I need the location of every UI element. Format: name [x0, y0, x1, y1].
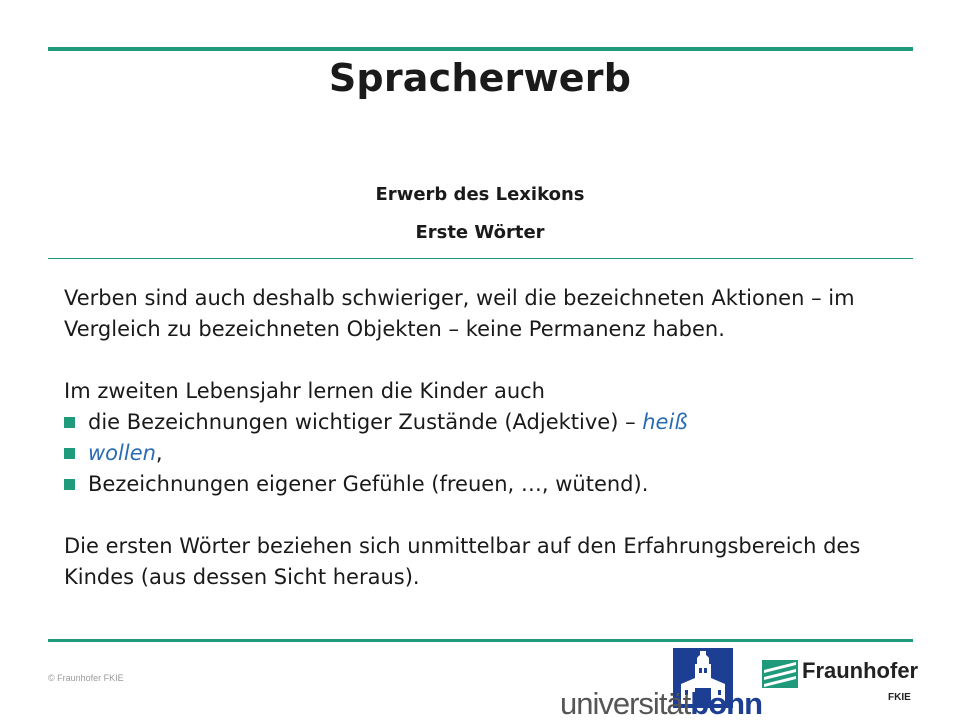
fraunhofer-mark-icon [762, 660, 798, 688]
bullet-text: Bezeichnungen eigener Gefühle (freuen, …, wütend). [88, 472, 649, 496]
university-bonn-logo [560, 648, 763, 721]
paragraph-second-year-intro: Im zweiten Lebensjahr lernen die Kinder auch [64, 379, 545, 403]
square-bullet-icon [64, 417, 75, 428]
university-wordmark [560, 686, 762, 722]
slide-title: Spracherwerb [328, 56, 632, 100]
bullet-item [64, 469, 894, 500]
wordmark-universitaet: universität [560, 686, 691, 721]
wordmark-bonn: bonn [690, 686, 763, 721]
bottom-divider [48, 639, 913, 642]
slide-subtitle-lexicon: Erwerb des Lexikons [375, 184, 585, 205]
bullet-text-plain: die Bezeichnungen wichtiger Zustände (Adjektive) – [88, 410, 643, 434]
paragraph-verbs: Verben sind auch deshalb schwieriger, weil die bezeichneten Aktionen – im Vergleich zu bezeichneten Objekten – keine Permanenz haben. [64, 286, 855, 341]
bullet-text-suffix: , [155, 441, 163, 465]
copyright-notice: © Fraunhofer FKIE [48, 673, 124, 683]
bullet-item [64, 438, 894, 469]
paragraph-gap [64, 500, 894, 531]
bullet-text-highlight: wollen [88, 441, 156, 465]
square-bullet-icon [64, 448, 75, 459]
bullet-text [88, 438, 163, 469]
bullet-text-highlight: heiß [642, 410, 688, 434]
fraunhofer-wordmark: Fraunhofer [802, 658, 919, 683]
top-divider [48, 47, 913, 51]
fraunhofer-unit-label: FKIE [888, 692, 911, 703]
fraunhofer-logo [762, 658, 922, 708]
square-bullet-icon [64, 479, 75, 490]
paragraph-first-words: Die ersten Wörter beziehen sich unmittelbar auf den Erfahrungsbereich des Kindes (aus dessen Sicht heraus). [64, 534, 861, 589]
paragraph-gap [64, 345, 894, 376]
bullet-item [64, 407, 894, 438]
subtitle-divider [48, 258, 913, 259]
bullet-text [88, 407, 688, 438]
slide-body [64, 283, 894, 593]
slide-subtitle-first-words: Erste Wörter [415, 222, 545, 243]
